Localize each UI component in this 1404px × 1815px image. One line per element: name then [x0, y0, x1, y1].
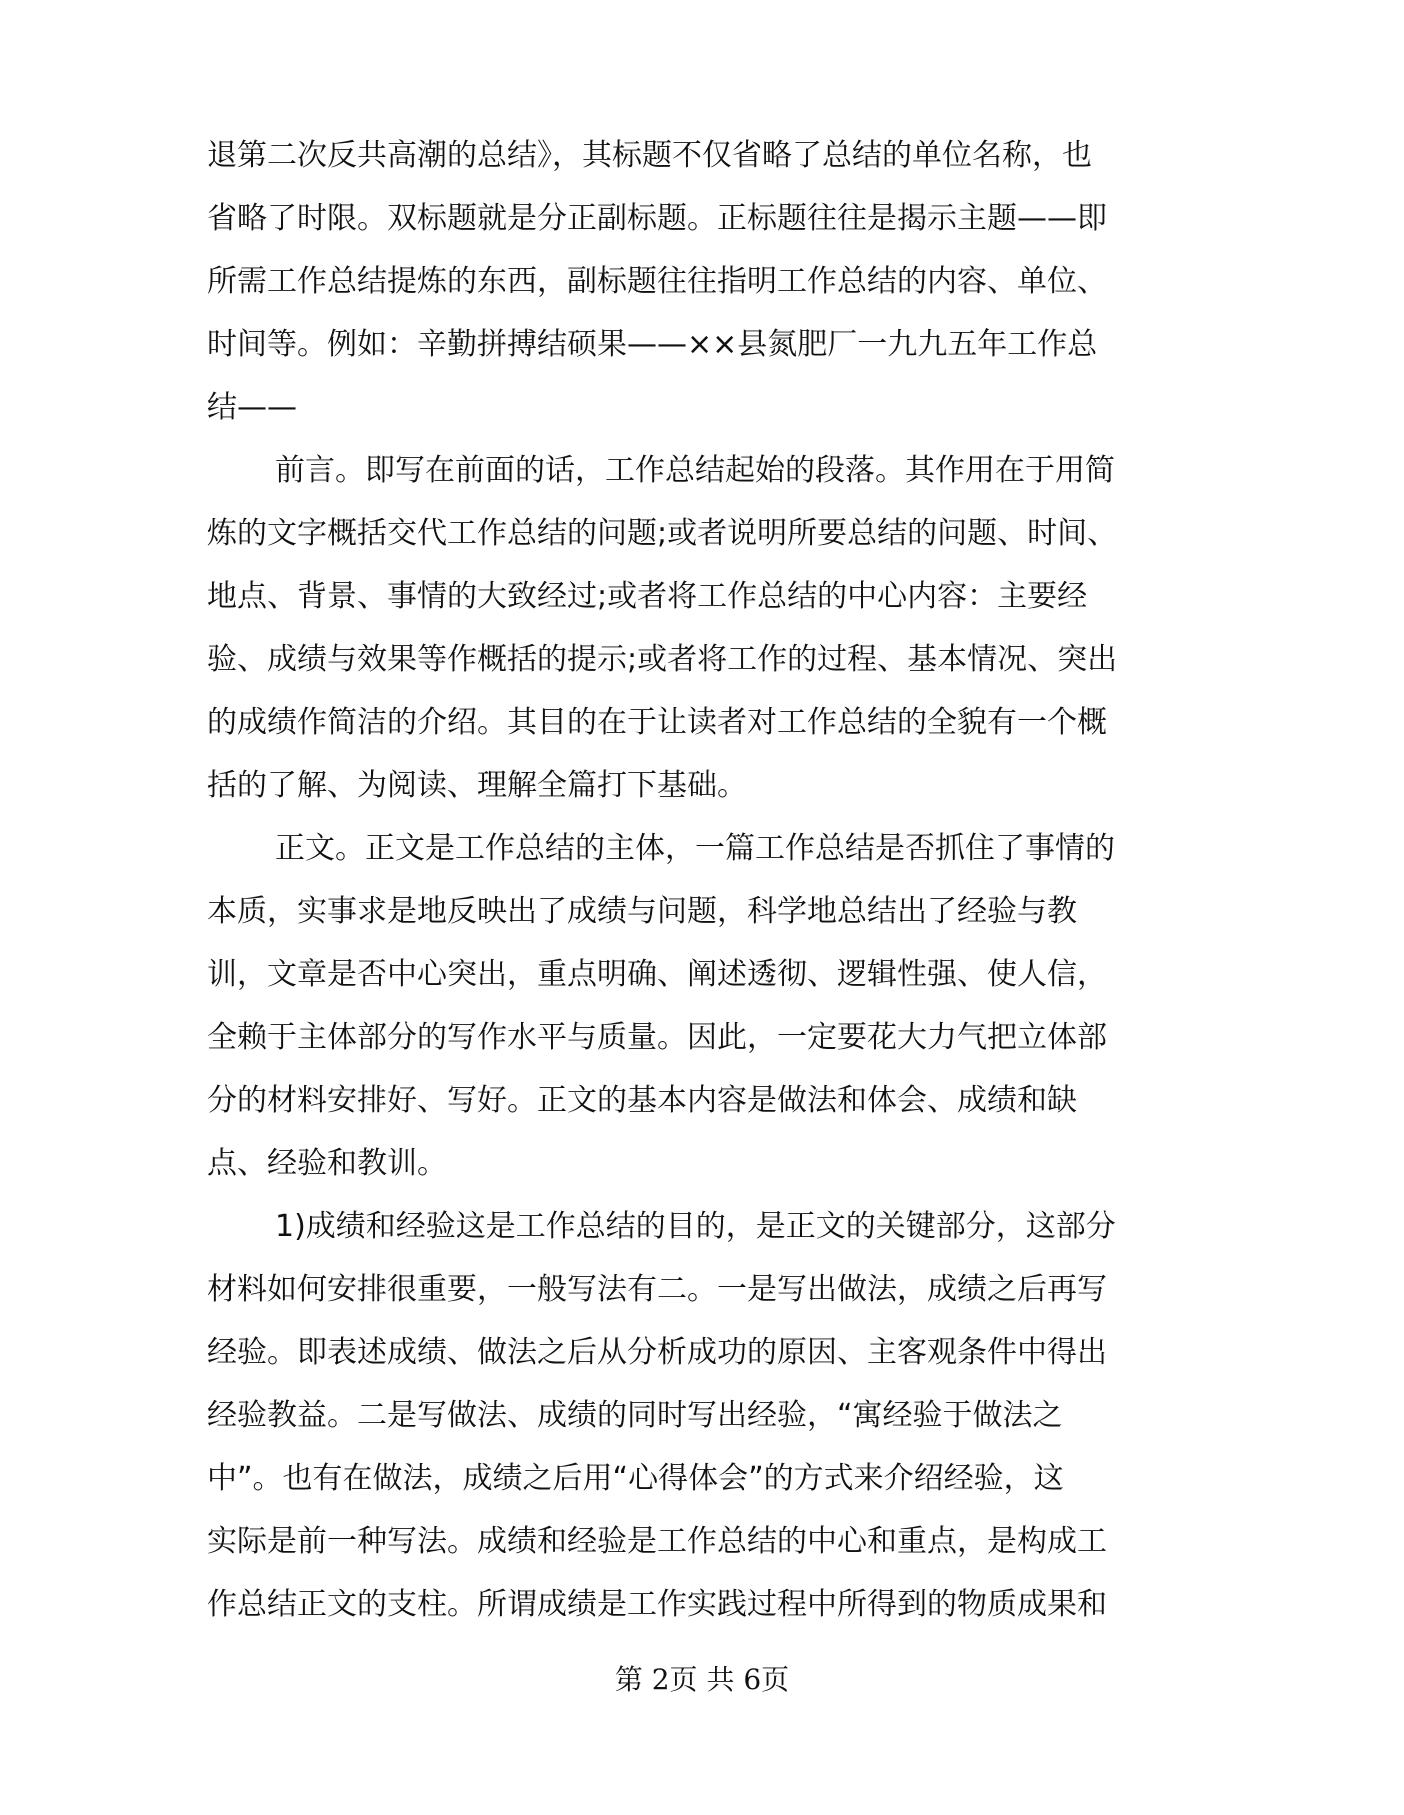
text-line: 材料如何安排很重要，一般写法有二。一是写出做法，成绩之后再写	[207, 1272, 1107, 1307]
text-line: 括的了解、为阅读、理解全篇打下基础。	[207, 768, 747, 803]
text-line: 分的材料安排好、写好。正文的基本内容是做法和体会、成绩和缺	[207, 1083, 1077, 1118]
paragraph-first-line: 1)成绩和经验这是工作总结的目的，是正文的关键部分，这部分	[275, 1209, 1116, 1244]
text-line: 中”。也有在做法，成绩之后用“心得体会”的方式来介绍经验，这	[207, 1461, 1064, 1496]
text-line: 所需工作总结提炼的东西，副标题往往指明工作总结的内容、单位、	[207, 264, 1107, 299]
text-line: 训，文章是否中心突出，重点明确、阐述透彻、逻辑性强、使人信，	[207, 957, 1107, 992]
paragraph-first-line: 正文。正文是工作总结的主体，一篇工作总结是否抓住了事情的	[275, 831, 1115, 866]
text-line: 的成绩作简洁的介绍。其目的在于让读者对工作总结的全貌有一个概	[207, 705, 1107, 740]
text-line: 地点、背景、事情的大致经过;或者将工作总结的中心内容：主要经	[207, 579, 1088, 614]
text-line: 省略了时限。双标题就是分正副标题。正标题往往是揭示主题——即	[207, 201, 1107, 236]
text-line: 全赖于主体部分的写作水平与质量。因此，一定要花大力气把立体部	[207, 1020, 1107, 1055]
text-line: 作总结正文的支柱。所谓成绩是工作实践过程中所得到的物质成果和	[207, 1587, 1107, 1622]
text-line: 经验。即表述成绩、做法之后从分析成功的原因、主客观条件中得出	[207, 1335, 1107, 1370]
text-line: 点、经验和教训。	[207, 1146, 447, 1181]
text-line: 验、成绩与效果等作概括的提示;或者将工作的过程、基本情况、突出	[207, 642, 1118, 677]
page-number-footer: 第 2页 共 6页	[614, 1663, 790, 1696]
text-line: 炼的文字概括交代工作总结的问题;或者说明所要总结的问题、时间、	[207, 516, 1118, 551]
text-line: 结——	[207, 390, 297, 425]
text-line: 实际是前一种写法。成绩和经验是工作总结的中心和重点，是构成工	[207, 1524, 1107, 1559]
paragraph-first-line: 前言。即写在前面的话，工作总结起始的段落。其作用在于用简	[275, 453, 1115, 488]
text-line: 本质，实事求是地反映出了成绩与问题，科学地总结出了经验与教	[207, 894, 1077, 929]
text-line: 时间等。例如：辛勤拼搏结硕果——××县氮肥厂一九九五年工作总	[207, 327, 1098, 362]
text-line: 退第二次反共高潮的总结》，其标题不仅省略了总结的单位名称，也	[207, 138, 1092, 173]
text-line: 经验教益。二是写做法、成绩的同时写出经验，“寓经验于做法之	[207, 1398, 1063, 1433]
